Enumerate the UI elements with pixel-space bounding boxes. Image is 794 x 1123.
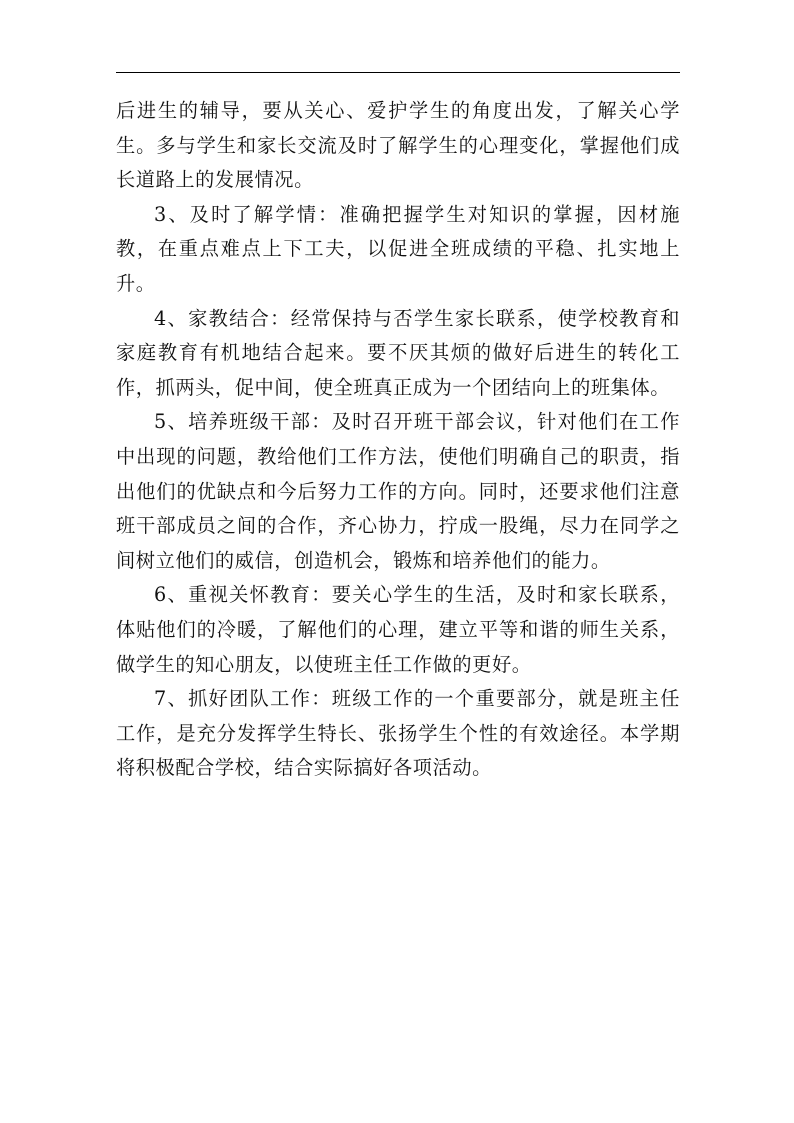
paragraph-item-3: 3、及时了解学情：准确把握学生对知识的掌握，因材施教，在重点难点上下工夫，以促进全班成绩的平稳、扎实地上升。 bbox=[116, 202, 680, 295]
paragraph-continuation: 后进生的辅导，要从关心、爱护学生的角度出发，了解关心学生。多与学生和家长交流及时了解学生的心理变化，掌握他们成长道路上的发展情况。 bbox=[116, 99, 680, 192]
paragraph-item-4: 4、家教结合：经常保持与否学生家长联系，使学校教育和家庭教育有机地结合起来。要不厌其烦的做好后进生的转化工作，抓两头，促中间，使全班真正成为一个团结向上的班集体。 bbox=[116, 306, 680, 399]
header-rule bbox=[116, 72, 680, 73]
document-body bbox=[116, 94, 680, 786]
paragraph-item-5: 5、培养班级干部：及时召开班干部会议，针对他们在工作中出现的问题，教给他们工作方法，使他们明确自己的职责，指出他们的优缺点和今后努力工作的方向。同时，还要求他们注意班干部成员之间的合作，齐心协力，拧成一股绳，尽力在同学之间树立他们的威信，创造机会，锻炼和培养他们的能力。 bbox=[116, 410, 680, 572]
paragraph-item-7: 7、抓好团队工作：班级工作的一个重要部分，就是班主任工作，是充分发挥学生特长、张扬学生个性的有效途径。本学期将积极配合学校，结合实际搞好各项活动。 bbox=[116, 687, 680, 780]
paragraph-item-6: 6、重视关怀教育：要关心学生的生活，及时和家长联系，体贴他们的冷暖，了解他们的心理，建立平等和谐的师生关系，做学生的知心朋友，以使班主任工作做的更好。 bbox=[116, 583, 680, 676]
